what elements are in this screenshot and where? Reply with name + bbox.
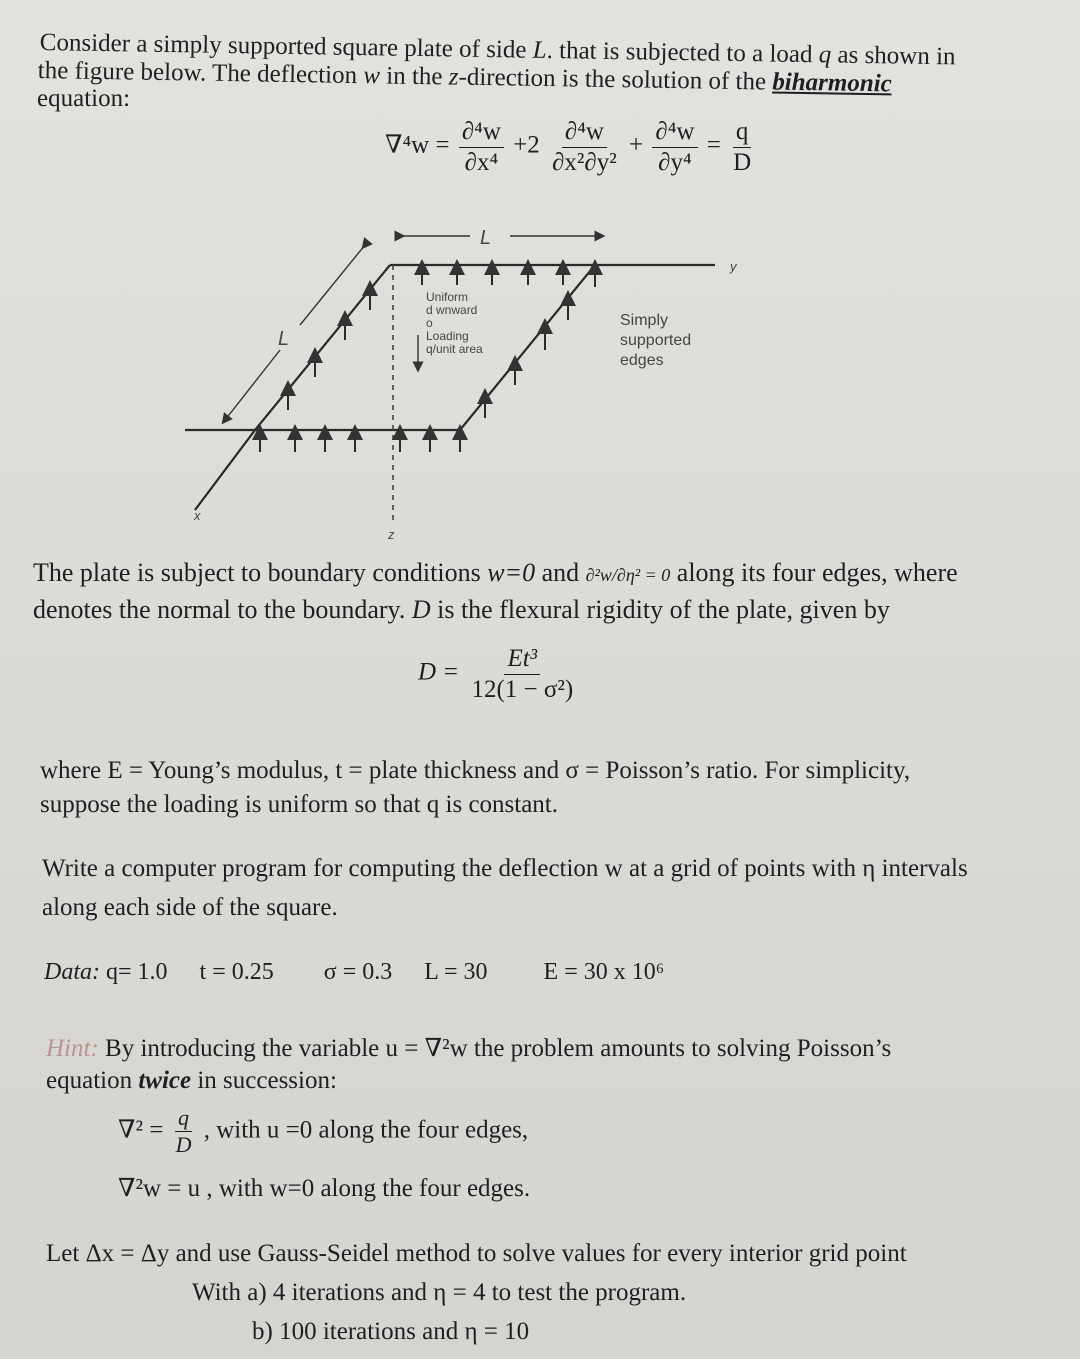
method-line-3: b) 100 iterations and η = 10 (252, 1318, 530, 1345)
label-L-side: L (278, 328, 290, 350)
where-line-1: where E = Young’s modulus, t = plate thickness and σ = Poisson’s ratio. For simplicity, (40, 757, 911, 784)
label-y-axis: y (730, 259, 737, 274)
hint-equation-1: ∇² = $\frac{q}{D}$ , with u =0 along the four edges, (118, 1105, 529, 1158)
plate-figure (150, 215, 770, 545)
method-line-2: With a) 4 iterations and η = 4 to test the program. (192, 1279, 687, 1306)
x-axis-line (195, 430, 255, 510)
boundary-line-1: The plate is subject to boundary conditions w=0 and ∂²w/∂η² = 0 along its four edges, where (33, 558, 958, 587)
hint-line-2: equation twice in succession: (46, 1067, 337, 1094)
label-z-axis: z (388, 527, 395, 542)
dim-L-side-upper (300, 245, 365, 325)
label-L-top: L (480, 227, 492, 249)
method-line-1: Let Δx = Δy and use Gauss-Seidel method to solve values for every interior grid point (46, 1240, 907, 1267)
boundary-line-2: denotes the normal to the boundary. D is the flexural rigidity of the plate, given by (33, 595, 890, 624)
label-x-axis: x (194, 508, 201, 523)
intro-line-1: Consider a simply supported square plate of side L. that is subjected to a load q as shown in (39, 29, 956, 71)
rigidity-equation: D = $\frac{\text{Et³}}{\text{12(1 − σ²)}}$ (418, 645, 574, 703)
task-line-2: along each side of the square. (42, 894, 338, 921)
biharmonic-equation: ∇⁴w = $\frac{\text{∂⁴w}}{\text{∂x⁴}}$ +2 $\frac{\text{∂⁴w}}{\text{∂x²∂y²}}$ + $\frac{\text{∂⁴w}}{\text{∂y⁴}}$ = $\frac{q}{D}$ (385, 118, 752, 176)
data-line: Data: q= 1.0 t = 0.25 σ = 0.3 L = 30 E = 30 x 10⁶ (44, 959, 665, 985)
intro-line-2: the figure below. The deflection w in the z-direction is the solution of the biharmonic (37, 57, 892, 98)
where-line-2: suppose the loading is uniform so that q is constant. (40, 791, 559, 818)
support-label: Simply supported edges (620, 312, 692, 369)
hint-equation-2: ∇²w = u , with w=0 along the four edges. (118, 1175, 531, 1202)
plate-diagram (150, 215, 770, 545)
hint-line-1: Hint: By introducing the variable u = ∇²w the problem amounts to solving Poisson’s (46, 1035, 892, 1062)
load-label: Uniform d wnward o Loading q/unit area (426, 290, 483, 356)
intro-line-3: equation: (37, 85, 131, 112)
task-line-1: Write a computer program for computing the deflection w at a grid of points with η intervals (42, 855, 968, 882)
